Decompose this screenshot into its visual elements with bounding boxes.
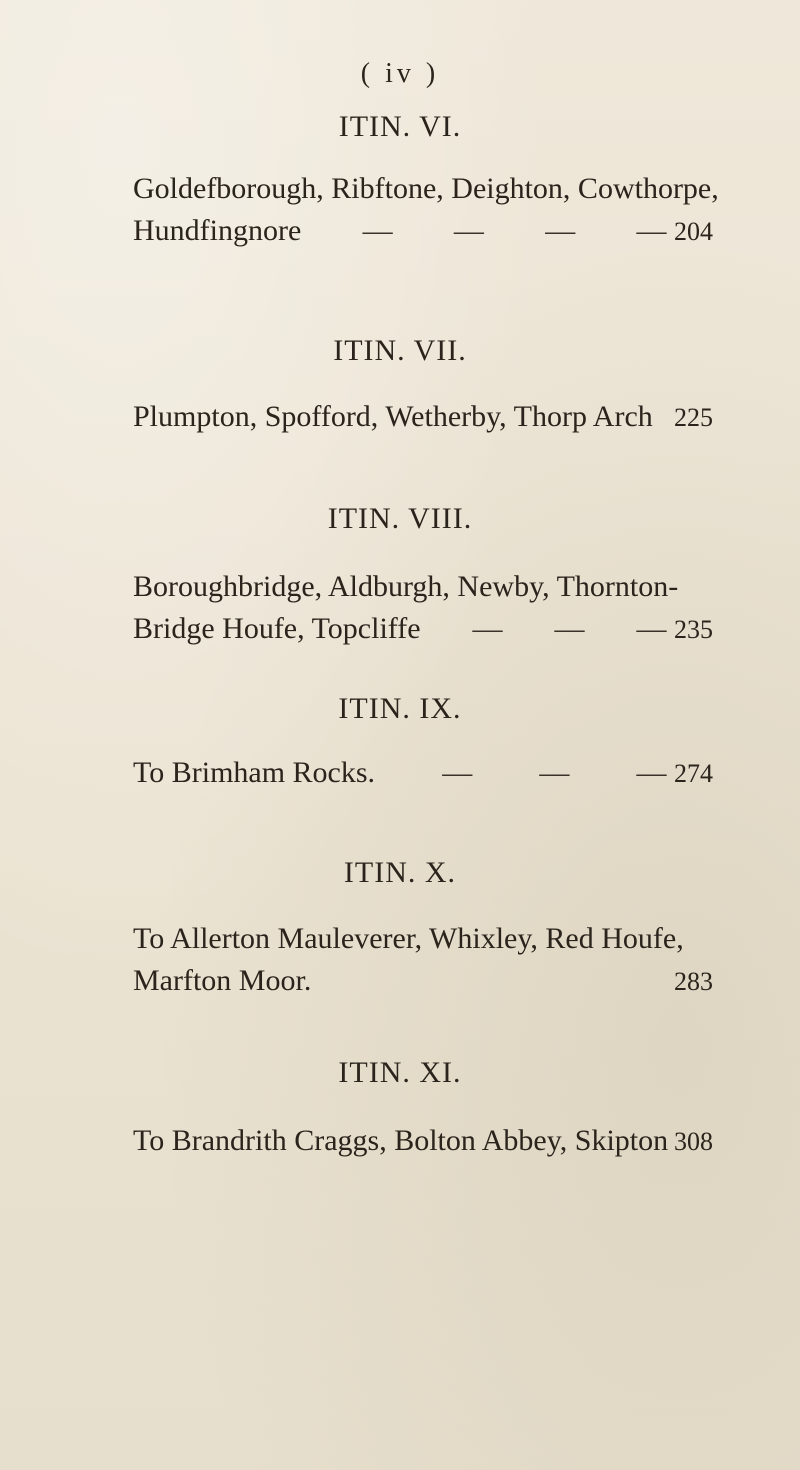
itinerary-heading: ITIN. XI. <box>338 1056 462 1089</box>
route-line-with-distance <box>133 396 713 439</box>
leader-dash: — <box>539 756 570 789</box>
route-line: To Allerton Mauleverer, Whixley, Red Houfe, <box>133 922 684 955</box>
route-line: Goldefborough, Ribftone, Deighton, Cowthorpe, <box>133 172 719 205</box>
route-text: To Brandrith Craggs, Bolton Abbey, Skipton <box>133 1124 669 1157</box>
route-line-with-distance <box>133 752 713 795</box>
itinerary-heading: ITIN. VIII. <box>327 502 473 535</box>
distance-value: 225 <box>674 403 713 432</box>
leader-dash: — <box>545 214 576 247</box>
route-line-with-distance <box>133 608 713 651</box>
distance-group <box>636 752 713 795</box>
distance-value: 274 <box>673 759 713 788</box>
itinerary-heading: ITIN. IX. <box>338 692 462 725</box>
distance-group <box>636 608 713 651</box>
leader-dash: — <box>442 756 473 789</box>
itinerary-entry <box>133 168 719 253</box>
leader-dash: — <box>453 214 484 247</box>
leader-dash: — <box>472 612 503 645</box>
route-text: To Brimham Rocks. <box>133 756 376 789</box>
leader-dash: — <box>554 612 585 645</box>
distance-value: 235 <box>673 615 713 644</box>
distance-group <box>636 210 713 253</box>
itinerary-entry <box>133 396 713 439</box>
route-text: Bridge Houfe, Topcliffe <box>133 612 421 645</box>
itinerary-heading: ITIN. VII. <box>333 334 467 367</box>
leader-dash: — <box>636 756 667 789</box>
itinerary-x <box>0 854 800 1003</box>
itinerary-entry <box>133 566 713 651</box>
page-number: ( iv ) <box>360 58 440 89</box>
itinerary-vii <box>0 332 800 439</box>
route-text: Marfton Moor. <box>133 964 312 997</box>
route-text: Plumpton, Spofford, Wetherby, Thorp Arch <box>133 400 653 433</box>
itinerary-entry <box>133 918 713 1003</box>
route-text: Hundfingnore <box>133 214 302 247</box>
route-line-with-distance <box>133 960 713 1003</box>
route-line: Boroughbridge, Aldburgh, Newby, Thornton- <box>133 570 679 603</box>
itinerary-entry <box>133 752 713 795</box>
distance-value: 283 <box>674 967 713 996</box>
itinerary-entry <box>133 1120 713 1163</box>
leader-dash: — <box>636 612 667 645</box>
leader-dash: — <box>636 214 667 247</box>
itinerary-viii <box>0 500 800 651</box>
route-line-with-distance <box>133 210 713 253</box>
distance-value: 204 <box>673 217 713 246</box>
itinerary-heading: ITIN. VI. <box>338 110 462 143</box>
itinerary-heading: ITIN. X. <box>343 856 457 889</box>
distance-value: 308 <box>674 1127 713 1156</box>
itinerary-ix <box>0 690 800 795</box>
itinerary-vi <box>0 108 800 253</box>
route-line-with-distance <box>133 1120 713 1163</box>
leader-dash: — <box>362 214 393 247</box>
itinerary-xi <box>0 1054 800 1163</box>
